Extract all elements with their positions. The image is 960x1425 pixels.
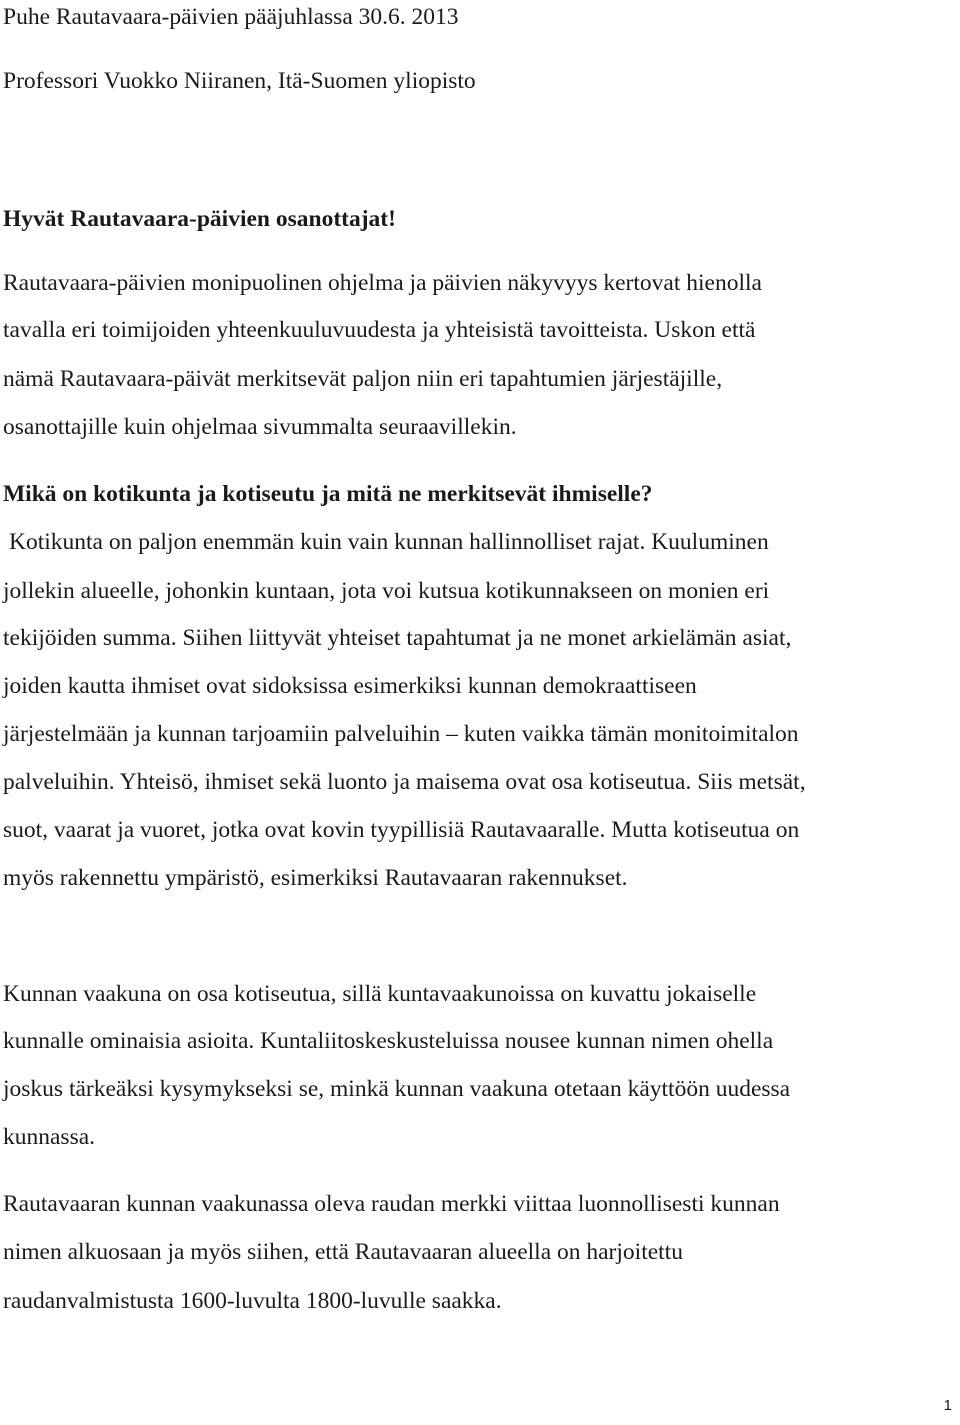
paragraph-line: raudanvalmistusta 1600-luvulta 1800-luvulle saakka. — [3, 1288, 502, 1314]
paragraph-line: Rautavaara-päivien monipuolinen ohjelma ja päivien näkyvyys kertovat hienolla — [3, 270, 762, 296]
paragraph-line: tekijöiden summa. Siihen liittyvät yhteiset tapahtumat ja ne monet arkielämän asiat, — [3, 625, 792, 651]
paragraph-line: tavalla eri toimijoiden yhteenkuuluvuudesta ja yhteisistä tavoitteista. Uskon että — [3, 317, 756, 343]
header-title: Puhe Rautavaara-päivien pääjuhlassa 30.6. 2013 — [3, 4, 459, 30]
paragraph-line: joiden kautta ihmiset ovat sidoksissa esimerkiksi kunnan demokraattiseen — [3, 673, 697, 699]
header-author: Professori Vuokko Niiranen, Itä-Suomen yliopisto — [3, 68, 476, 94]
greeting-heading: Hyvät Rautavaara-päivien osanottajat! — [3, 206, 396, 232]
paragraph-line: suot, vaarat ja vuoret, jotka ovat kovin tyypillisiä Rautavaaralle. Mutta kotiseutua on — [3, 817, 800, 843]
paragraph-line: kunnassa. — [3, 1124, 96, 1150]
paragraph-line: kunnalle ominaisia asioita. Kuntaliitoskeskusteluissa nousee kunnan nimen ohella — [3, 1028, 774, 1054]
paragraph-line: osanottajille kuin ohjelmaa sivummalta seuraavillekin. — [3, 414, 517, 440]
section-subheading: Mikä on kotikunta ja kotiseutu ja mitä ne merkitsevät ihmiselle? — [3, 481, 653, 507]
paragraph-line: Kotikunta on paljon enemmän kuin vain kunnan hallinnolliset rajat. Kuuluminen — [9, 529, 769, 555]
page-number: 1 — [943, 1397, 952, 1414]
paragraph-line: Rautavaaran kunnan vaakunassa oleva raudan merkki viittaa luonnollisesti kunnan — [3, 1191, 780, 1217]
paragraph-line: nimen alkuosaan ja myös siihen, että Rautavaaran alueella on harjoitettu — [3, 1239, 683, 1265]
paragraph-line: myös rakennettu ympäristö, esimerkiksi Rautavaaran rakennukset. — [3, 865, 628, 891]
paragraph-line: järjestelmään ja kunnan tarjoamiin palveluihin – kuten vaikka tämän monitoimitalon — [3, 721, 799, 747]
paragraph-line: palveluihin. Yhteisö, ihmiset sekä luonto ja maisema ovat osa kotiseutua. Siis metsät, — [3, 769, 806, 795]
paragraph-line: joskus tärkeäksi kysymykseksi se, minkä kunnan vaakuna otetaan käyttöön uudessa — [3, 1076, 791, 1102]
paragraph-line: jollekin alueelle, johonkin kuntaan, jota voi kutsua kotikunnakseen on monien eri — [3, 578, 770, 604]
paragraph-line: nämä Rautavaara-päivät merkitsevät paljon niin eri tapahtumien järjestäjille, — [3, 366, 723, 392]
paragraph-line: Kunnan vaakuna on osa kotiseutua, sillä kuntavaakunoissa on kuvattu jokaiselle — [3, 981, 757, 1007]
